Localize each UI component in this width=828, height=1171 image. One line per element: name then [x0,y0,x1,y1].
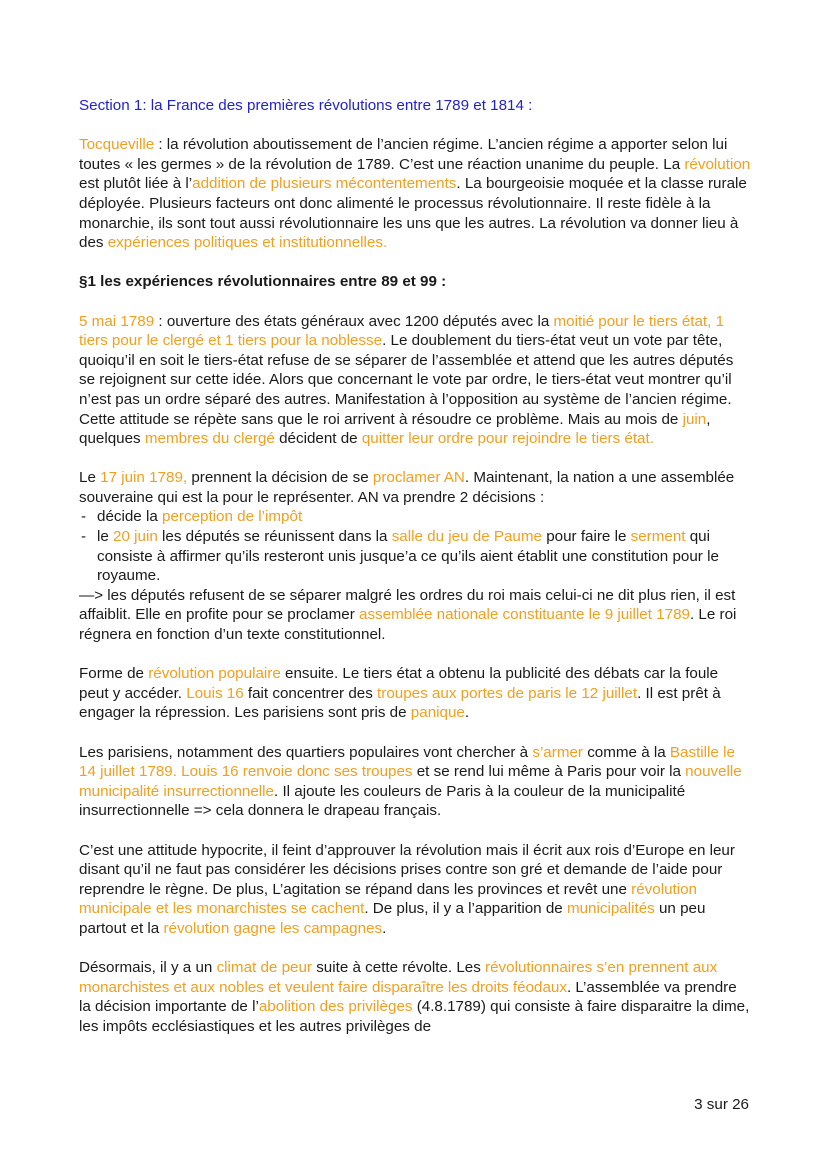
highlight: perception de l’impôt [162,508,303,526]
highlight: 17 juin 1789, [100,469,188,487]
text: (4.8.1789) qui consiste à faire disparaitre la dime, les impôts ecclésiastiques et les autres privilèges de [79,998,750,1035]
text: suite à cette révolte. Les [311,959,486,977]
highlight: Tocqueville [79,136,155,154]
highlight: troupes aux portes de paris le 12 juillet [377,684,638,702]
subsection-title: §1 les expériences révolutionnaires entre 89 et 99 : [79,273,447,291]
text: le [97,528,114,546]
highlight: moitié pour le tiers état, 1 tiers pour le clergé et 1 tiers pour la noblesse [79,312,725,350]
text: . De plus, il y a l’apparition de [364,900,567,918]
paragraph-revolution-populaire [79,664,751,723]
text: . La bourgeoisie moquée et la classe rurale déployée. Plusieurs facteurs ont donc alimenté le processus révolutionnaire. Il reste fidèle à la monarchie, ils sont tout aussi révolutionnaire les uns que les autres. La révolution va donner lieu à des [79,175,747,252]
highlight: quitter leur ordre pour rejoindre le tiers état. [361,430,654,448]
list-item [79,507,751,527]
highlight: révolutionnaires s’en prennent aux monarchistes et aux nobles et veulent faire disparaître les droits féodaux [79,959,718,996]
intro-paragraph [79,135,751,253]
highlight: serment [630,528,686,546]
text: Les parisiens, notamment des quartiers populaires vont chercher à [79,743,533,761]
text: —> les députés refusent de se séparer malgré les ordres du roi mais celui-ci ne dit plus rien, il est affaiblit. Elle en profite pour se proclamer [79,586,736,624]
text: qui consiste à affirmer qu’ils resteront unis jusque’a ce qu’ils aient établit une constitution pour le royaume. [97,528,719,585]
highlight: proclamer AN [372,469,465,487]
section-title: Section 1: la France des premières révolutions entre 1789 et 1814 : [79,97,533,114]
text: C’est une attitude hypocrite, il feint d’approuver la révolution mais il écrit aux rois d’Europe en leur disant qu’il ne faut pas considérer les décisions prises contre son gré et demande de l’aide pour reprendre le règne. De plus, L’agitation se répand dans les provinces et revêt une [79,841,735,898]
text: : la révolution aboutissement de l’ancien régime. L’ancien régime a apporter selon lui toutes « les germes » de la révolution de 1789. C’est une réaction unanime du peuple. La [79,136,728,173]
text: un peu partout et la [79,900,706,937]
page-content [79,96,751,1037]
text: comme à la [582,743,670,761]
text: . Il ajoute les couleurs de Paris à la couleur de la municipalité insurrectionnelle => cela donnera le drapeau français. [79,782,686,820]
page-number: 3 sur 26 [694,1096,749,1113]
text: décide la [97,508,163,526]
highlight: panique [410,704,465,722]
highlight: Bastille le 14 juillet 1789. Louis 16 renvoie donc ses troupes [79,743,735,781]
highlight: révolution [684,155,751,173]
text: : ouverture des états généraux avec 1200 députés avec la [154,312,554,330]
highlight: Louis 16 [186,684,244,702]
highlight: addition de plusieurs mécontentements [192,175,457,193]
text: . L’assemblée va prendre la décision importante de l’ [79,978,737,1016]
paragraph-assemblee-constituante [79,586,751,645]
text: est plutôt liée à l’ [79,175,193,193]
highlight: membres du clergé [144,430,275,448]
highlight: abolition des privilèges [258,998,413,1016]
text: les députés se réunissent dans la [157,528,392,546]
text: ensuite. Le tiers état a obtenu la publicité des débats car la foule peut y accéder. [79,665,719,702]
text: . [382,919,387,937]
highlight: nouvelle municipalité insurrectionnelle [79,763,742,800]
highlight: juin [682,410,707,428]
text: . Le doublement du tiers-état veut un vote par tête, quoiqu’il en soit le tiers-état refuse de se séparer de l’assemblée et attend que les autres députés se rejoignent sur cette idée. Alors que concernant le vote par ordre, le tiers-état veut montrer qu’il n’est pas un ordre séparé des autres. Manifestation à l’opposition au système de l’ancien régime. Cette attitude se répète sans que le roi arrivent à résoudre ce problème. Mais au mois de [79,332,734,428]
text: pour faire le [541,528,631,546]
text: . Il est prêt à engager la répression. Les parisiens sont pris de [79,684,721,722]
highlight: assemblée nationale constituante le 9 juillet 1789 [359,606,690,624]
text: . Maintenant, la nation a une assemblée souveraine qui est la pour le représenter. AN va prendre 2 décisions : [79,469,735,506]
highlight: révolution gagne les campagnes [163,919,383,937]
text: et se rend lui même à Paris pour voir la [412,763,686,781]
highlight: municipalités [566,900,655,918]
highlight: 5 mai 1789 [79,312,155,330]
text: . [464,704,470,722]
highlight: climat de peur [216,959,312,977]
text: décident de [274,430,362,448]
highlight: révolution populaire [148,665,281,683]
highlight: révolution municipale et les monarchistes se cachent [79,880,698,918]
highlight: s’armer [532,743,583,761]
paragraph-etats-generaux [79,312,751,449]
text: Forme de [79,665,149,683]
text: prennent la décision de se [187,469,373,487]
paragraph-attitude-hypocrite [79,841,751,939]
highlight: salle du jeu de Paume [391,528,542,546]
highlight: expériences politiques et institutionnelles. [107,234,388,252]
text: . Le roi régnera en fonction d’un texte constitutionnel. [79,606,737,644]
paragraph-bastille [79,743,751,821]
paragraph-climat-de-peur [79,958,751,1036]
text: Désormais, il y a un [79,959,217,977]
paragraph-17-juin [79,468,751,507]
text: , quelques [79,410,711,448]
highlight: 20 juin [113,528,158,546]
list-item [79,527,751,586]
decisions-list [79,507,751,585]
text: Le [79,469,101,487]
text: fait concentrer des [243,684,378,702]
